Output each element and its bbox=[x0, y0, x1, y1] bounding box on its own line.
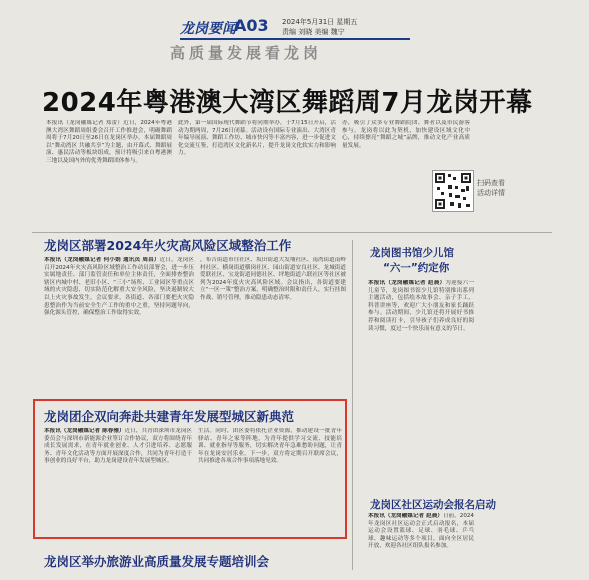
qr-caption-line-2: 活动详情 bbox=[477, 189, 505, 197]
editor-credit: 责编 刘晓 美编 魏宁 bbox=[282, 28, 345, 36]
article2-title: 龙岗区部署2024年火灾高风险区域整治工作 bbox=[44, 238, 292, 253]
right2-byline: 本报讯（龙岗融媒记者 赵晨） bbox=[368, 513, 443, 519]
lead-headline: 2024年粤港澳大湾区舞蹈周7月龙岗开幕 bbox=[42, 88, 533, 118]
right2-body bbox=[368, 513, 474, 575]
right1-title-line-1: 龙岗图书馆少儿馆 bbox=[370, 247, 454, 259]
qr-code-icon bbox=[433, 171, 473, 211]
qr-code[interactable] bbox=[432, 170, 474, 212]
section-name: 龙岗要闻 bbox=[180, 21, 236, 37]
article3-byline: 本报讯（龙岗融媒记者 陈春雅） bbox=[44, 428, 125, 434]
qr-caption-line-1: 扫码查看 bbox=[477, 179, 505, 187]
article3-column-2: 生活。同时，团区委将依托企业资源，推动建设一批青年驿站、青年之家等阵地，为青年提供学习交流、技能培训、就业指导等服务，切实解决青年急难愁盼问题，让青年在龙岗安居乐业。下一步，双方将定期召开联席会议，共同推进各项合作事项落地见效。 bbox=[198, 428, 342, 465]
article3-title: 龙岗团企双向奔赴共建青年发展型城区新典范 bbox=[44, 409, 295, 424]
right1-body-text: 为迎接六一儿童节，龙岗图书馆少儿馆特别推出系列主题活动，包括绘本故事会、亲子手工、科普讲座等，欢迎广大小朋友和家长踊跃参与。活动期间，少儿馆还将开展好书推荐和阅读打卡，引导孩子们养成良好的阅读习惯，度过一个快乐而有意义的节日。 bbox=[368, 280, 474, 332]
article2-byline: 本报讯（龙岗融媒记者 何小娟 通讯员 周昌） bbox=[44, 257, 160, 263]
article2-column-2: ，布吉街道市往社区、坂田街道大发埔社区、南湾街道南岭村社区、横岗街道横岗社区、园山街道安良社区、龙城街道爱联社区、宝龙街道同德社区、坪地街道六联社区等社区被列为2024年度火灾高风险区域。会议指出，各街道要建立“一区一策”整治方案，明确整治时限和责任人，实行挂图作战、销号管理，推动隐患动态清零。 bbox=[200, 257, 346, 301]
right1-byline: 本报讯（龙岗融媒记者 赵晨） bbox=[368, 280, 446, 286]
qr-caption bbox=[477, 178, 505, 198]
lead-column-3: 办，吸引了众多专业舞蹈院团、舞者以及市民游客参与。龙岗将以此为契机，加快建设区域文化中心，持续擦亮“舞蹈之城”品牌，推动文化产业高质量发展。 bbox=[342, 120, 470, 149]
page-number: A03 bbox=[234, 16, 269, 35]
header-slogan: 高质量发展看龙岗 bbox=[170, 44, 323, 62]
lead-column-1: 本报讯（龙岗融媒记者 郑蕾）近日，2024年粤港澳大湾区舞蹈周组委会召开工作推进会，明确舞蹈周将于7月20日至26日在龙岗区举办。本届舞蹈周以“舞动湾区 共融共享”为主题，由开幕式、舞蹈展演、惠民活动等板块组成，预计将吸引来自粤港澳三地以及国内外的优秀舞蹈团体参与。 bbox=[46, 120, 172, 164]
right1-body bbox=[368, 280, 474, 480]
page-header bbox=[0, 0, 589, 66]
article4-title: 龙岗区举办旅游业高质量发展专题培训会 bbox=[44, 554, 270, 569]
section-divider bbox=[32, 232, 552, 233]
right1-title-line-2: “六一”约定你 bbox=[383, 262, 450, 274]
article3-column-1 bbox=[44, 428, 192, 532]
lead-column-2: 此外，第一届国际现代舞蹈节将同期举办，于7月15日开启，活动为期两周，7月26日闭幕。活动设有国际专业演出、大湾区青年编导展演、舞蹈工作坊、城市快闪等丰富内容，进一步促进文化交流互鉴，打造湾区文化新名片，提升龙岗文化软实力和影响力。 bbox=[178, 120, 336, 157]
issue-date: 2024年5月31日 星期五 bbox=[282, 18, 358, 26]
right2-body-text: 日前，2024年龙岗区社区运动会正式启动报名，本届运动会设置篮球、足球、羽毛球、乒乓球、趣味运动等多个项目，面向全区居民开放，欢迎各社区组队报名参加。 bbox=[368, 513, 474, 550]
article3-body-1: 近日，共青团深圳市龙岗区委员会与深圳市新能源企业签订合作协议，双方将围绕青年成长发展需求，在青年就业创业、人才引进培养、志愿服务、青年文化活动等方面开展深度合作，共同为青年打造干事创业的良好平台，助力龙岗建设青年发展型城区。 bbox=[44, 428, 192, 465]
article2-column-1 bbox=[44, 257, 194, 391]
header-rule bbox=[180, 38, 410, 40]
right2-title: 龙岗区社区运动会报名启动 bbox=[370, 499, 496, 511]
article2-body-1: 近日，龙岗区召开2024年火灾高风险区域整治工作动员部署会，进一步压实属地责任、部门监管责任和单位主体责任，全面排查整治辖区内城中村、老旧小区、“三小”场所、工业园区等重点区域的火灾隐患，切实防范化解重大安全风险，坚决遏制较大以上火灾事故发生。会议要求，各街道、各部门要把火灾隐患整治作为当前安全生产工作的重中之重，坚持问题导向，强化源头管控，确保整治工作取得实效。 bbox=[44, 257, 194, 317]
column-divider bbox=[352, 240, 353, 570]
